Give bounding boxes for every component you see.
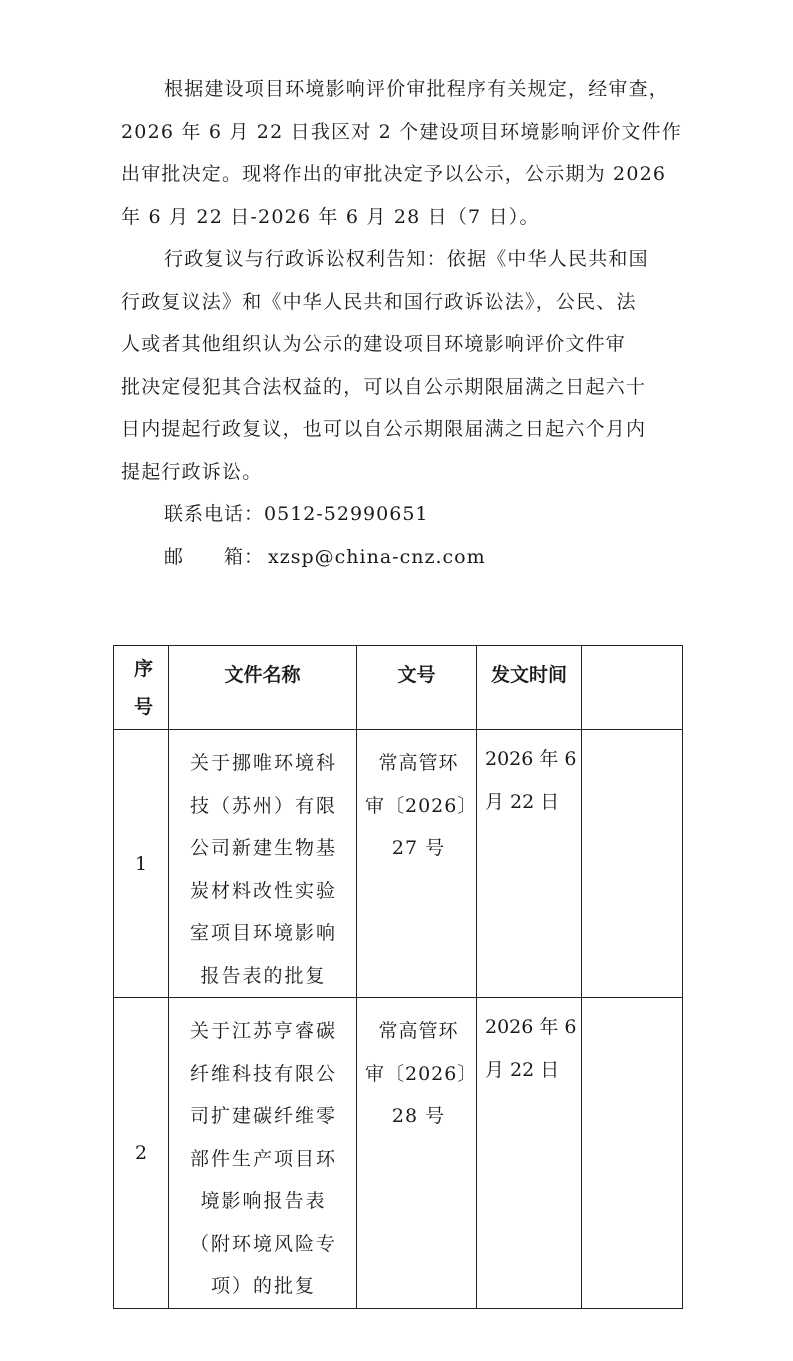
paragraph2-line: 行政复议与行政诉讼权利告知：依据《中华人民共和国 [164,248,649,270]
approval-table [113,645,683,1309]
phone-number: 0512-52990651 [264,503,429,525]
number-line: 审〔2026〕 [365,1062,478,1085]
header-seq-char: 号 [134,696,154,718]
header-extra [582,646,683,730]
date-line: 月 22 日 [485,1058,560,1081]
paragraph2-line: 提起行政诉讼。 [121,460,263,483]
row-extra [582,730,683,998]
email-label: 邮 箱： [164,545,265,568]
name-line: （附环境风险专 [189,1232,337,1255]
name-line: 关于挪唯环境科 [189,752,337,774]
name-line: 室项目环境影响 [189,922,337,944]
row-extra [582,998,683,1309]
row-name [169,998,357,1309]
row-number [357,730,477,998]
number-line: 27 号 [391,837,446,859]
paragraph2-line: 批决定侵犯其合法权益的，可以自公示期限届满之日起六十 [121,375,647,398]
paragraph1-line: 年 6 月 22 日-2026 年 6 月 28 日（7 日）。 [121,205,540,228]
row-date [477,730,582,998]
number-line: 常高管环 [378,1020,459,1042]
name-line: 炭材料改性实验 [189,879,337,902]
paragraph2-line: 日内提起行政复议，也可以自公示期限届满之日起六个月内 [121,418,647,440]
number-line: 28 号 [391,1105,446,1127]
table-header-row [114,646,683,730]
date-line: 月 22 日 [485,790,560,813]
table-row [114,998,683,1309]
paragraph1-line: 出审批决定。现将作出的审批决定予以公示，公示期为 2026 [121,163,667,185]
name-line: 纤维科技有限公 [189,1062,337,1085]
email-address: xzsp@china-cnz.com [268,545,486,568]
row-seq: 2 [114,998,169,1309]
header-date: 发文时间 [477,646,582,730]
contact-email [121,536,681,579]
name-line: 报告表的批复 [200,964,327,987]
header-name: 文件名称 [169,646,357,730]
row-date [477,998,582,1309]
header-seq-char: 序 [134,658,154,680]
row-name [169,730,357,998]
date-line: 2026 年 6 [485,1016,577,1038]
paragraph2-line: 行政复议法》和《中华人民共和国行政诉讼法》，公民、法 [121,290,637,313]
paragraph1-line: 2026 年 6 月 22 日我区对 2 个建设项目环境影响评价文件作 [121,120,682,143]
row-number [357,998,477,1309]
paragraph2-line: 人或者其他组织认为公示的建设项目环境影响评价文件审 [121,333,627,355]
header-number: 文号 [357,646,477,730]
row-seq: 1 [114,730,169,998]
name-line: 公司新建生物基 [189,837,337,859]
number-line: 审〔2026〕 [365,794,478,817]
date-line: 2026 年 6 [485,748,577,770]
name-line: 司扩建碳纤维零 [189,1105,337,1127]
contact-phone [121,493,681,536]
phone-label: 联系电话： [164,503,265,525]
paragraph1-line: 根据建设项目环境影响评价审批程序有关规定，经审查， [164,78,670,100]
name-line: 部件生产项目环 [189,1147,337,1170]
name-line: 境影响报告表 [200,1190,327,1212]
name-line: 项）的批复 [210,1275,316,1297]
header-seq [114,646,169,730]
table-row [114,730,683,998]
number-line: 常高管环 [378,752,459,774]
name-line: 关于江苏亨睿碳 [189,1020,337,1042]
notice-body [121,68,681,578]
name-line: 技（苏州）有限 [189,794,337,817]
